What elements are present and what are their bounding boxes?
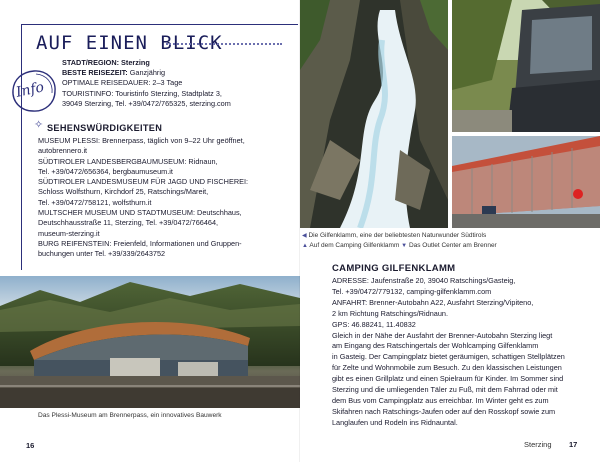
sight-line: SÜDTIROLER LANDESMUSEUM FÜR JAGD UND FISCHEREI:: [38, 177, 249, 187]
sights-list: [38, 136, 293, 260]
camping-line: Langlaufen und Rodeln ins Ridnauntal.: [332, 417, 458, 427]
photo-outlet-center: [452, 136, 600, 228]
sight-line: MULTSCHER MUSEUM UND STADTMUSEUM: Deutschhaus,: [38, 208, 242, 218]
right-page: [300, 0, 600, 462]
camping-line: für Zelte und Wohnmobile zum Besuch. Zu den klassischen Leistungen: [332, 363, 562, 373]
photo-camping-van: [452, 0, 600, 132]
title-dotted-rule: [166, 43, 282, 45]
triangle-down-icon: ▼: [401, 243, 408, 249]
camping-line: 2 km Richtung Ratschings/Ridnaun.: [332, 308, 448, 318]
sight-line: buchungen unter Tel. +39/339/2643752: [38, 249, 166, 259]
facts-list: [62, 58, 231, 109]
running-footer: Sterzing: [524, 440, 552, 449]
sparkle-icon: ✧: [34, 119, 44, 131]
fact-item: 39049 Sterzing, Tel. +39/0472/765325, sterzing.com: [62, 98, 231, 108]
camping-line: Gleich in der Nähe der Ausfahrt der Brenner-Autobahn Sterzing liegt: [332, 330, 553, 340]
box-title: AUF EINEN BLICK: [36, 32, 223, 54]
sight-line: SÜDTIROLER LANDESBERGBAUMUSEUM: Ridnaun,: [38, 156, 218, 166]
fact-item: TOURISTINFO: Touristinfo Sterzing, Stadtplatz 3,: [62, 88, 222, 98]
camping-line: gibt es einen Grillplatz und einen Spielraum für Kinder. Im Sommer sind: [332, 374, 564, 384]
sight-line: Schloss Wolfsthurn, Kirchdorf 25, Ratschings/Mareit,: [38, 187, 209, 197]
section-heading-sights: SEHENSWÜRDIGKEITEN: [47, 123, 163, 133]
fact-item: OPTIMALE REISEDAUER: 2–3 Tage: [62, 78, 183, 88]
triangle-up-icon: ▲: [302, 243, 308, 249]
camping-line: GPS: 46.88241, 11.40832: [332, 319, 416, 329]
sight-line: museum-sterzing.it: [38, 228, 100, 238]
camping-line: Skifahren nach Ratschings-Jaufen oder auf den Rosskopf sowie zum: [332, 406, 556, 416]
camping-title: CAMPING GILFENKLAMM: [332, 263, 456, 274]
camping-line: in Gasteig. Der Campingplatz bietet geräumigen, schattigen Stellplätzen: [332, 352, 565, 362]
info-badge-label: Info: [14, 79, 46, 101]
page-number: 16: [26, 441, 35, 450]
plessi-museum-illustration: [0, 276, 300, 408]
outlet-center-illustration: [452, 136, 600, 228]
photo-caption-gorge: ◀ Die Gilfenklamm, eine der beliebtesten Naturwunder Südtirols: [302, 232, 487, 239]
photo-plessi-museum: [0, 276, 300, 408]
sight-line: Tel. +39/0472/656364, bergbaumuseum.it: [38, 166, 173, 176]
sight-line: MUSEUM PLESSI: Brennerpass, täglich von 9–22 Uhr geöffnet,: [38, 136, 245, 145]
photo-gilfenklamm-gorge: [300, 0, 448, 228]
camping-line: ADRESSE: Jaufenstraße 20, 39040 Ratschings/Gasteig,: [332, 276, 516, 285]
camping-line: Sterzing und die umliegenden Täler zu Fuß, mit dem Fahrrad oder mit: [332, 385, 558, 395]
gorge-illustration: [300, 0, 448, 228]
sight-line: autobrennero.it: [38, 146, 88, 156]
camping-line: ANFAHRT: Brenner-Autobahn A22, Ausfahrt Sterzing/Vipiteno,: [332, 297, 534, 307]
sight-line: Deutschhausstraße 11, Sterzing, Tel. +39/0472/766464,: [38, 218, 219, 228]
camping-line: am Eingang des Ratschingertals der Wohlcamping Gilfenklamm: [332, 341, 539, 351]
camping-line: dem Bus vom Campingplatz aus erreichbar. Im Winter geht es zum: [332, 395, 549, 405]
photo-caption-van-outlet: ▲ Auf dem Camping Gilfenklamm ▼ Das Outlet Center am Brenner: [302, 242, 497, 249]
fact-item: STADT/REGION: Sterzing: [62, 58, 150, 67]
camping-van-illustration: [452, 0, 600, 132]
fact-item: BESTE REISEZEIT: Ganzjährig: [62, 68, 166, 78]
sight-line: Tel. +39/0472/758121, wolfsthurn.it: [38, 197, 152, 207]
triangle-left-icon: ◀: [302, 233, 307, 239]
camping-line: Tel. +39/0472/779132, camping-gilfenklamm.com: [332, 286, 492, 296]
camping-description: [332, 276, 594, 429]
photo-caption: Das Plessi-Museum am Brennerpass, ein innovatives Bauwerk: [38, 412, 222, 419]
page-number: 17: [569, 440, 578, 449]
sight-line: BURG REIFENSTEIN: Freienfeld, Informationen und Gruppen-: [38, 238, 242, 248]
